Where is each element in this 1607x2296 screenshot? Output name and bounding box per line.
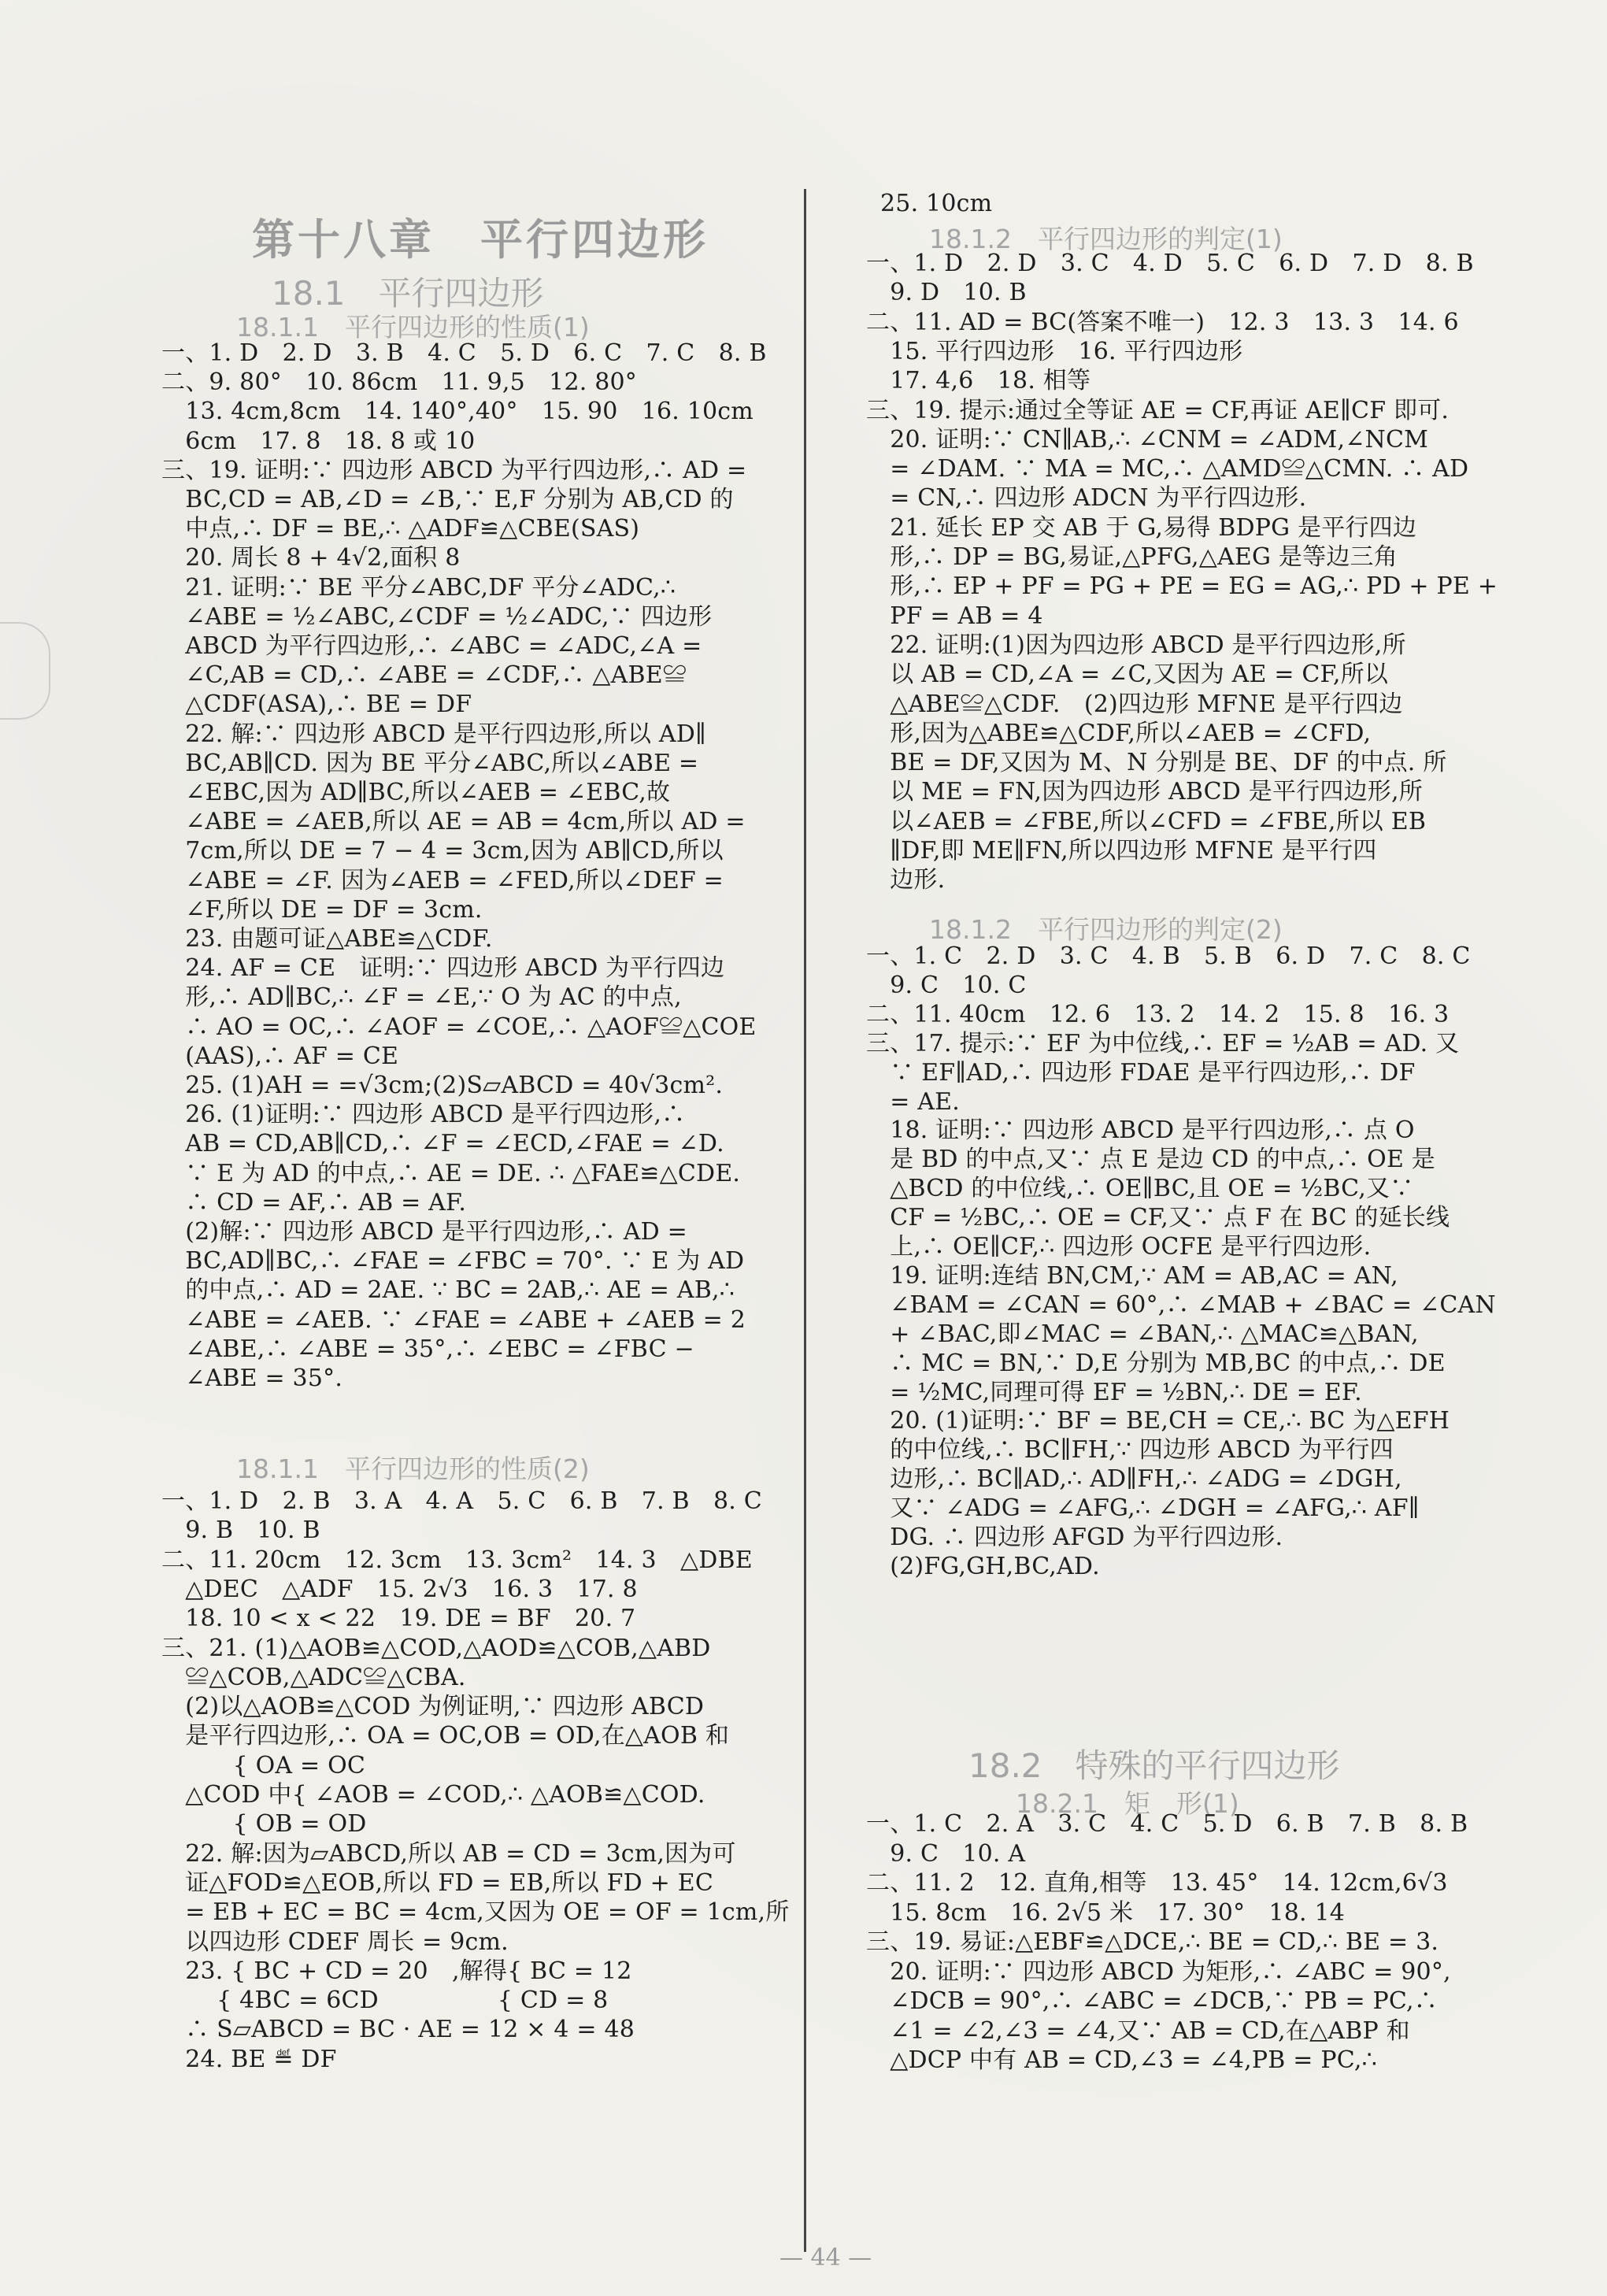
answer-line: 20. 证明:∵ CN∥AB,∴ ∠CNM = ∠ADM,∠NCM xyxy=(866,425,1429,454)
subsection-title: 18.1.2 平行四边形的判定(2) xyxy=(929,914,1283,945)
answer-line: ≌△COB,△ADC≌△CBA. xyxy=(161,1663,466,1691)
answer-line: 证△FOD≌△EOB,所以 FD = EB,所以 FD + EC xyxy=(161,1868,713,1897)
answer-line: 二、11. 20cm 12. 3cm 13. 3cm² 14. 3 △DBE xyxy=(161,1546,753,1574)
answer-line: 21. 延长 EP 交 AB 于 G,易得 BDPG 是平行四边 xyxy=(866,513,1417,542)
answer-line: ∠ABE = ½∠ABC,∠CDF = ½∠ADC,∵ 四边形 xyxy=(161,602,713,631)
answer-line: BE = DF,又因为 M、N 分别是 BE、DF 的中点. 所 xyxy=(866,749,1447,777)
answer-line: (2)以△AOB≌△COD 为例证明,∵ 四边形 ABCD xyxy=(161,1693,705,1721)
chapter-title: 第十八章 平行四边形 xyxy=(252,215,709,265)
answer-line: 18. 10 < x < 22 19. DE = BF 20. 7 xyxy=(161,1605,636,1633)
answer-line: 是 BD 的中点,又∵ 点 E 是边 CD 的中点,∴ OE 是 xyxy=(866,1146,1435,1174)
answer-line: 形,∴ DP = BG,易证,△PFG,△AEG 是等边三角 xyxy=(866,543,1398,571)
answer-line: 22. 解:∵ 四边形 ABCD 是平行四边形,所以 AD∥ xyxy=(161,720,707,748)
answer-line: ∠1 = ∠2,∠3 = ∠4,又∵ AB = CD,在△ABP 和 xyxy=(866,2016,1410,2045)
answer-line: 9. B 10. B xyxy=(161,1516,320,1545)
answer-line: 一、1. D 2. D 3. C 4. D 5. C 6. D 7. D 8. B xyxy=(866,250,1474,277)
answer-line: ∠BAM = ∠CAN = 60°,∴ ∠MAB + ∠BAC = ∠CAN xyxy=(866,1291,1496,1319)
answer-line: 边形. xyxy=(866,866,946,894)
answer-line: 形,因为△ABE≌△CDF,所以∠AEB = ∠CFD, xyxy=(866,719,1372,747)
answer-line: AB = CD,AB∥CD,∴ ∠F = ∠ECD,∠FAE = ∠D. xyxy=(161,1130,724,1158)
answer-line: PF = AB = 4 xyxy=(866,602,1043,630)
answer-line: ∠ABE = ∠AEB,所以 AE = AB = 4cm,所以 AD = xyxy=(161,808,746,836)
section-title: 18.2 特殊的平行四边形 xyxy=(968,1746,1340,1785)
answer-line: 18. 证明:∵ 四边形 ABCD 是平行四边形,∴ 点 O xyxy=(866,1117,1415,1145)
answer-line: 二、11. 2 12. 直角,相等 13. 45° 14. 12cm,6√3 xyxy=(866,1869,1448,1897)
answer-line: 25. 10cm xyxy=(880,190,993,217)
answer-line: △CDF(ASA),∴ BE = DF xyxy=(161,691,472,719)
answer-line: (2)FG,GH,BC,AD. xyxy=(866,1552,1100,1580)
answer-line: 三、17. 提示:∵ EF 为中位线,∴ EF = ½AB = AD. 又 xyxy=(866,1029,1460,1057)
answer-line: ∴ AO = OC,∴ ∠AOF = ∠COE,∴ △AOF≌△COE xyxy=(161,1013,757,1041)
answer-line: 又∵ ∠ADG = ∠AFG,∴ ∠DGH = ∠AFG,∴ AF∥ xyxy=(866,1494,1420,1523)
answer-line: 9. D 10. B xyxy=(866,279,1027,307)
answer-line: 13. 4cm,8cm 14. 140°,40° 15. 90 16. 10cm xyxy=(161,398,754,426)
answer-line: ∴ MC = BN,∵ D,E 分别为 MB,BC 的中点,∴ DE xyxy=(866,1349,1446,1377)
answer-line: 一、1. C 2. D 3. C 4. B 5. B 6. D 7. C 8. C xyxy=(866,942,1471,970)
answer-line: 24. AF = CE 证明:∵ 四边形 ABCD 为平行四边 xyxy=(161,954,725,983)
answer-line: 23. 由题可证△ABE≌△CDF. xyxy=(161,925,493,953)
answer-line: 二、9. 80° 10. 86cm 11. 9,5 12. 80° xyxy=(161,368,637,397)
answer-line: 边形,∴ BC∥AD,∴ AD∥FH,∴ ∠ADG = ∠DGH, xyxy=(866,1465,1402,1494)
answer-line: 25. (1)AH = =√3cm;(2)S▱ABCD = 40√3cm². xyxy=(161,1072,724,1099)
answer-line: { OA = OC xyxy=(161,1751,366,1779)
answer-line: 26. (1)证明:∵ 四边形 ABCD 是平行四边形,∴ xyxy=(161,1101,686,1129)
answer-line: { 4BC = 6CD { CD = 8 xyxy=(161,1987,609,2015)
answer-line: (AAS),∴ AF = CE xyxy=(161,1042,399,1070)
answer-line: 一、1. D 2. D 3. B 4. C 5. D 6. C 7. C 8. B xyxy=(161,339,767,367)
answer-line: ∠EBC,因为 AD∥BC,所以∠AEB = ∠EBC,故 xyxy=(161,779,671,806)
subsection-title: 18.1.1 平行四边形的性质(1) xyxy=(236,312,590,343)
answer-line: 三、19. 提示:通过全等证 AE = CF,再证 AE∥CF 即可. xyxy=(866,396,1450,424)
answer-line: 6cm 17. 8 18. 8 或 10 xyxy=(161,427,476,455)
answer-line: 形,∴ AD∥BC,∴ ∠F = ∠E,∵ O 为 AC 的中点, xyxy=(161,983,682,1012)
answer-line: 以 ME = FN,因为四边形 ABCD 是平行四边形,所 xyxy=(866,778,1423,806)
answer-line: CF = ½BC,∴ OE = CF,又∵ 点 F 在 BC 的延长线 xyxy=(866,1204,1450,1232)
answer-line: 15. 平行四边形 16. 平行四边形 xyxy=(866,337,1243,365)
answer-line: BC,AB∥CD. 因为 BE 平分∠ABC,所以∠ABE = xyxy=(161,749,699,777)
answer-line: ABCD 为平行四边形,∴ ∠ABC = ∠ADC,∠A = xyxy=(161,632,702,660)
answer-line: = EB + EC = BC = 4cm,又因为 OE = OF = 1cm,所 xyxy=(161,1898,790,1927)
answer-line: = ½MC,同理可得 EF = ½BN,∴ DE = EF. xyxy=(866,1378,1362,1406)
subsection-title: 18.2.1 矩 形(1) xyxy=(1016,1788,1239,1819)
answer-line: ∠F,所以 DE = DF = 3cm. xyxy=(161,895,483,924)
answer-line: △ABE≌△CDF. (2)四边形 MFNE 是平行四边 xyxy=(866,690,1403,718)
answer-line: ∴ S▱ABCD = BC · AE = 12 × 4 = 48 xyxy=(161,2016,635,2044)
answer-line: 上,∴ OE∥CF,∴ 四边形 OCFE 是平行四边形. xyxy=(866,1233,1372,1261)
answer-line: = ∠DAM. ∵ MA = MC,∴ △AMD≌△CMN. ∴ AD xyxy=(866,455,1469,483)
answer-line: 以四边形 CDEF 周长 = 9cm. xyxy=(161,1928,509,1956)
column-divider xyxy=(804,189,806,2252)
answer-line: (2)解:∵ 四边形 ABCD 是平行四边形,∴ AD = xyxy=(161,1218,687,1246)
answer-line: 二、11. 40cm 12. 6 13. 2 14. 2 15. 8 16. 3 xyxy=(866,1000,1450,1028)
binding-stamp xyxy=(0,622,50,720)
answer-line: 22. 证明:(1)因为四边形 ABCD 是平行四边形,所 xyxy=(866,631,1406,659)
answer-line: △COD 中{ ∠AOB = ∠COD,∴ △AOB≌△COD. xyxy=(161,1781,705,1809)
answer-line: 三、21. (1)△AOB≌△COD,△AOD≌△COB,△ABD xyxy=(161,1634,711,1662)
answer-line: 一、1. C 2. A 3. C 4. C 5. D 6. B 7. B 8. B xyxy=(866,1810,1468,1838)
answer-line: DG. ∴ 四边形 AFGD 为平行四边形. xyxy=(866,1524,1283,1551)
page-number: — 44 — xyxy=(779,2244,872,2272)
answer-line: 20. (1)证明:∵ BF = BE,CH = CE,∴ BC 为△EFH xyxy=(866,1407,1450,1435)
answer-line: 24. BE ≝ DF xyxy=(161,2045,337,2073)
answer-line: ∠ABE = ∠AEB. ∵ ∠FAE = ∠ABE + ∠AEB = 2 xyxy=(161,1305,746,1334)
answer-line: 7cm,所以 DE = 7 − 4 = 3cm,因为 AB∥CD,所以 xyxy=(161,837,724,865)
answer-line: 三、19. 证明:∵ 四边形 ABCD 为平行四边形,∴ AD = xyxy=(161,456,747,484)
answer-line: ∴ CD = AF,∴ AB = AF. xyxy=(161,1188,467,1217)
answer-line: + ∠BAC,即∠MAC = ∠BAN,∴ △MAC≌△BAN, xyxy=(866,1320,1419,1348)
answer-line: ∵ E 为 AD 的中点,∴ AE = DE. ∴ △FAE≌△CDE. xyxy=(161,1159,741,1187)
answer-line: △BCD 的中位线,∴ OE∥BC,且 OE = ½BC,又∵ xyxy=(866,1175,1414,1203)
answer-line: 的中点,∴ AD = 2AE. ∵ BC = 2AB,∴ AE = AB,∴ xyxy=(161,1276,735,1305)
answer-line: 20. 周长 8 + 4√2,面积 8 xyxy=(161,544,461,572)
answer-line: 23. { BC + CD = 20 ,解得{ BC = 12 xyxy=(161,1957,632,1985)
section-title: 18.1 平行四边形 xyxy=(272,274,544,313)
subsection-title: 18.1.1 平行四边形的性质(2) xyxy=(236,1454,590,1484)
answer-line: ∠ABE = 35°. xyxy=(161,1365,343,1392)
answer-line: 22. 解:因为▱ABCD,所以 AB = CD = 3cm,因为可 xyxy=(161,1839,736,1868)
subsection-title: 18.1.2 平行四边形的判定(1) xyxy=(929,224,1283,254)
answer-line: ∠ABE = ∠F. 因为∠AEB = ∠FED,所以∠DEF = xyxy=(161,866,724,894)
answer-line: 二、11. AD = BC(答案不唯一) 12. 3 13. 3 14. 6 xyxy=(866,308,1459,336)
answer-line: = CN,∴ 四边形 ADCN 为平行四边形. xyxy=(866,484,1307,513)
answer-line: △DEC △ADF 15. 2√3 16. 3 17. 8 xyxy=(161,1575,638,1603)
answer-line: 形,∴ EP + PF = PG + PE = EG = AG,∴ PD + PE + xyxy=(866,572,1498,601)
answer-line: 是平行四边形,∴ OA = OC,OB = OD,在△AOB 和 xyxy=(161,1722,730,1750)
answer-line: ∥DF,即 ME∥FN,所以四边形 MFNE 是平行四 xyxy=(866,837,1377,865)
answer-line: 一、1. D 2. B 3. A 4. A 5. C 6. B 7. B 8. C xyxy=(161,1487,762,1515)
answer-line: ∠DCB = 90°,∴ ∠ABC = ∠DCB,∵ PB = PC,∴ xyxy=(866,1987,1438,2015)
answer-line: ∠ABE,∴ ∠ABE = 35°,∴ ∠EBC = ∠FBC − xyxy=(161,1335,694,1363)
answer-line: BC,AD∥BC,∴ ∠FAE = ∠FBC = 70°. ∵ E 为 AD xyxy=(161,1247,745,1276)
answer-line: BC,CD = AB,∠D = ∠B,∵ E,F 分别为 AB,CD 的 xyxy=(161,486,734,513)
answer-line: 21. 证明:∵ BE 平分∠ABC,DF 平分∠ADC,∴ xyxy=(161,573,676,602)
answer-line: 三、19. 易证:△EBF≌△DCE,∴ BE = CD,∴ BE = 3. xyxy=(866,1928,1439,1956)
answer-line: 17. 4,6 18. 相等 xyxy=(866,367,1091,395)
answer-line: 的中位线,∴ BC∥FH,∵ 四边形 ABCD 为平行四 xyxy=(866,1436,1394,1465)
answer-line: 15. 8cm 16. 2√5 米 17. 30° 18. 14 xyxy=(866,1898,1346,1927)
answer-line: { OB = OD xyxy=(161,1810,367,1839)
answer-line: = AE. xyxy=(866,1087,960,1116)
answer-line: 以∠AEB = ∠FBE,所以∠CFD = ∠FBE,所以 EB xyxy=(866,807,1427,835)
answer-line: △DCP 中有 AB = CD,∠3 = ∠4,PB = PC,∴ xyxy=(866,2046,1377,2074)
answer-line: ∵ EF∥AD,∴ 四边形 FDAE 是平行四边形,∴ DF xyxy=(866,1058,1416,1087)
answer-line: 以 AB = CD,∠A = ∠C,又因为 AE = CF,所以 xyxy=(866,661,1389,689)
answer-line: 9. C 10. A xyxy=(866,1839,1026,1868)
answer-line: 中点,∴ DF = BE,∴ △ADF≌△CBE(SAS) xyxy=(161,515,640,543)
answer-line: 9. C 10. C xyxy=(866,971,1027,999)
answer-line: 19. 证明:连结 BN,CM,∵ AM = AB,AC = AN, xyxy=(866,1261,1398,1290)
answer-line: ∠C,AB = CD,∴ ∠ABE = ∠CDF,∴ △ABE≌ xyxy=(161,661,687,690)
answer-line: 20. 证明:∵ 四边形 ABCD 为矩形,∴ ∠ABC = 90°, xyxy=(866,1957,1451,1986)
